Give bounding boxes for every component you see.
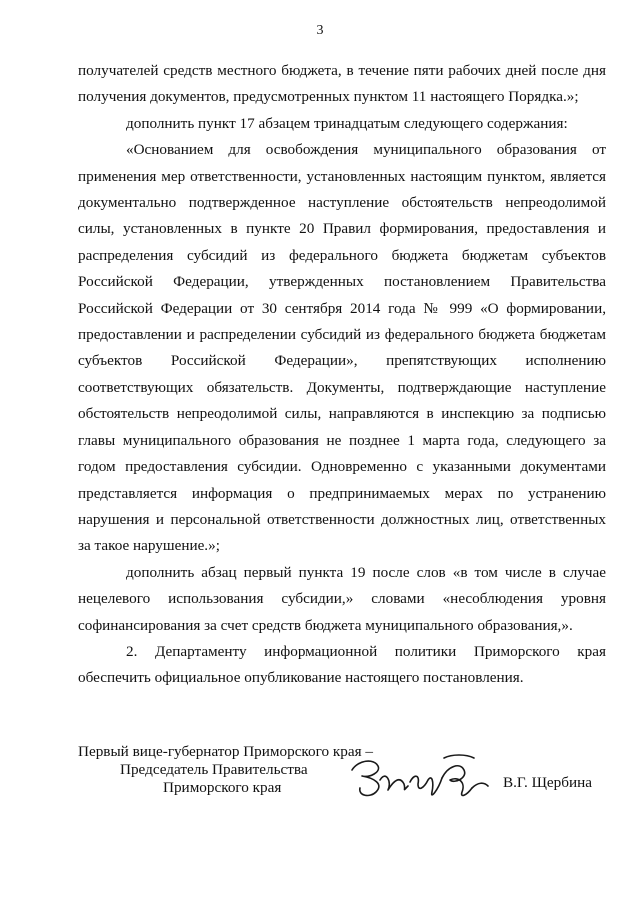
paragraph-amend-point-19: дополнить абзац первый пункта 19 после слов «в том числе в случае нецелевого использования субсидии,» словами «несоблюдения уровня софинансирования за счет средств бюджета муниципального образования,». [78,563,606,634]
paragraph-amend-point-17: дополнить пункт 17 абзацем тринадцатым следующего содержания: [126,114,568,132]
paragraph-continuation: получателей средств местного бюджета, в течение пяти рабочих дней после дня получения документов, предусмотренных пунктом 11 настоящего Порядка.»; [78,62,606,106]
signer-name: В.Г. Щербина [503,774,592,791]
paragraph-item-2: 2. Департаменту информационной политики Приморского края обеспечить официальное опубликование настоящего постановления. [78,642,606,687]
page-number: 3 [316,23,324,38]
signer-title-line2: Председатель Правительства [120,761,308,778]
signer-title-line1: Первый вице-губернатор Приморского края – [78,743,373,760]
document-body [78,58,606,692]
signer-title-line3: Приморского края [163,779,282,796]
handwritten-signature [348,752,498,804]
paragraph-quoted-text: «Основанием для освобождения муниципального образования от применения мер ответственности, установленных настоящим пунктом, является документально подтвержденное наступление обстоятельств непреодолимой силы, установленных в пункте 20 Правил формирования, предоставления и распределения субсидий из федерального бюджета бюджетам субъектов Российской Федерации, утвержденных постановлением Правительства Российской Федерации от 30 сентября 2014 года № 999 «О формировании, предоставлении и распределении субсидий из федерального бюджета бюджетам субъектов Российской Федерации», препятствующих исполнению соответствующих обязательств. Документы, подтверждающие наступление обстоятельств непреодолимой силы, направляются в инспекцию за подписью главы муниципального образования не позднее 1 марта года, следующего за годом предоставления субсидии. Одновременно с указанными документами представляется информация о предпринимаемых мерах по устранению нарушения и персональной ответственности должностных лиц, ответственных за такое нарушение.»; [78,141,606,555]
